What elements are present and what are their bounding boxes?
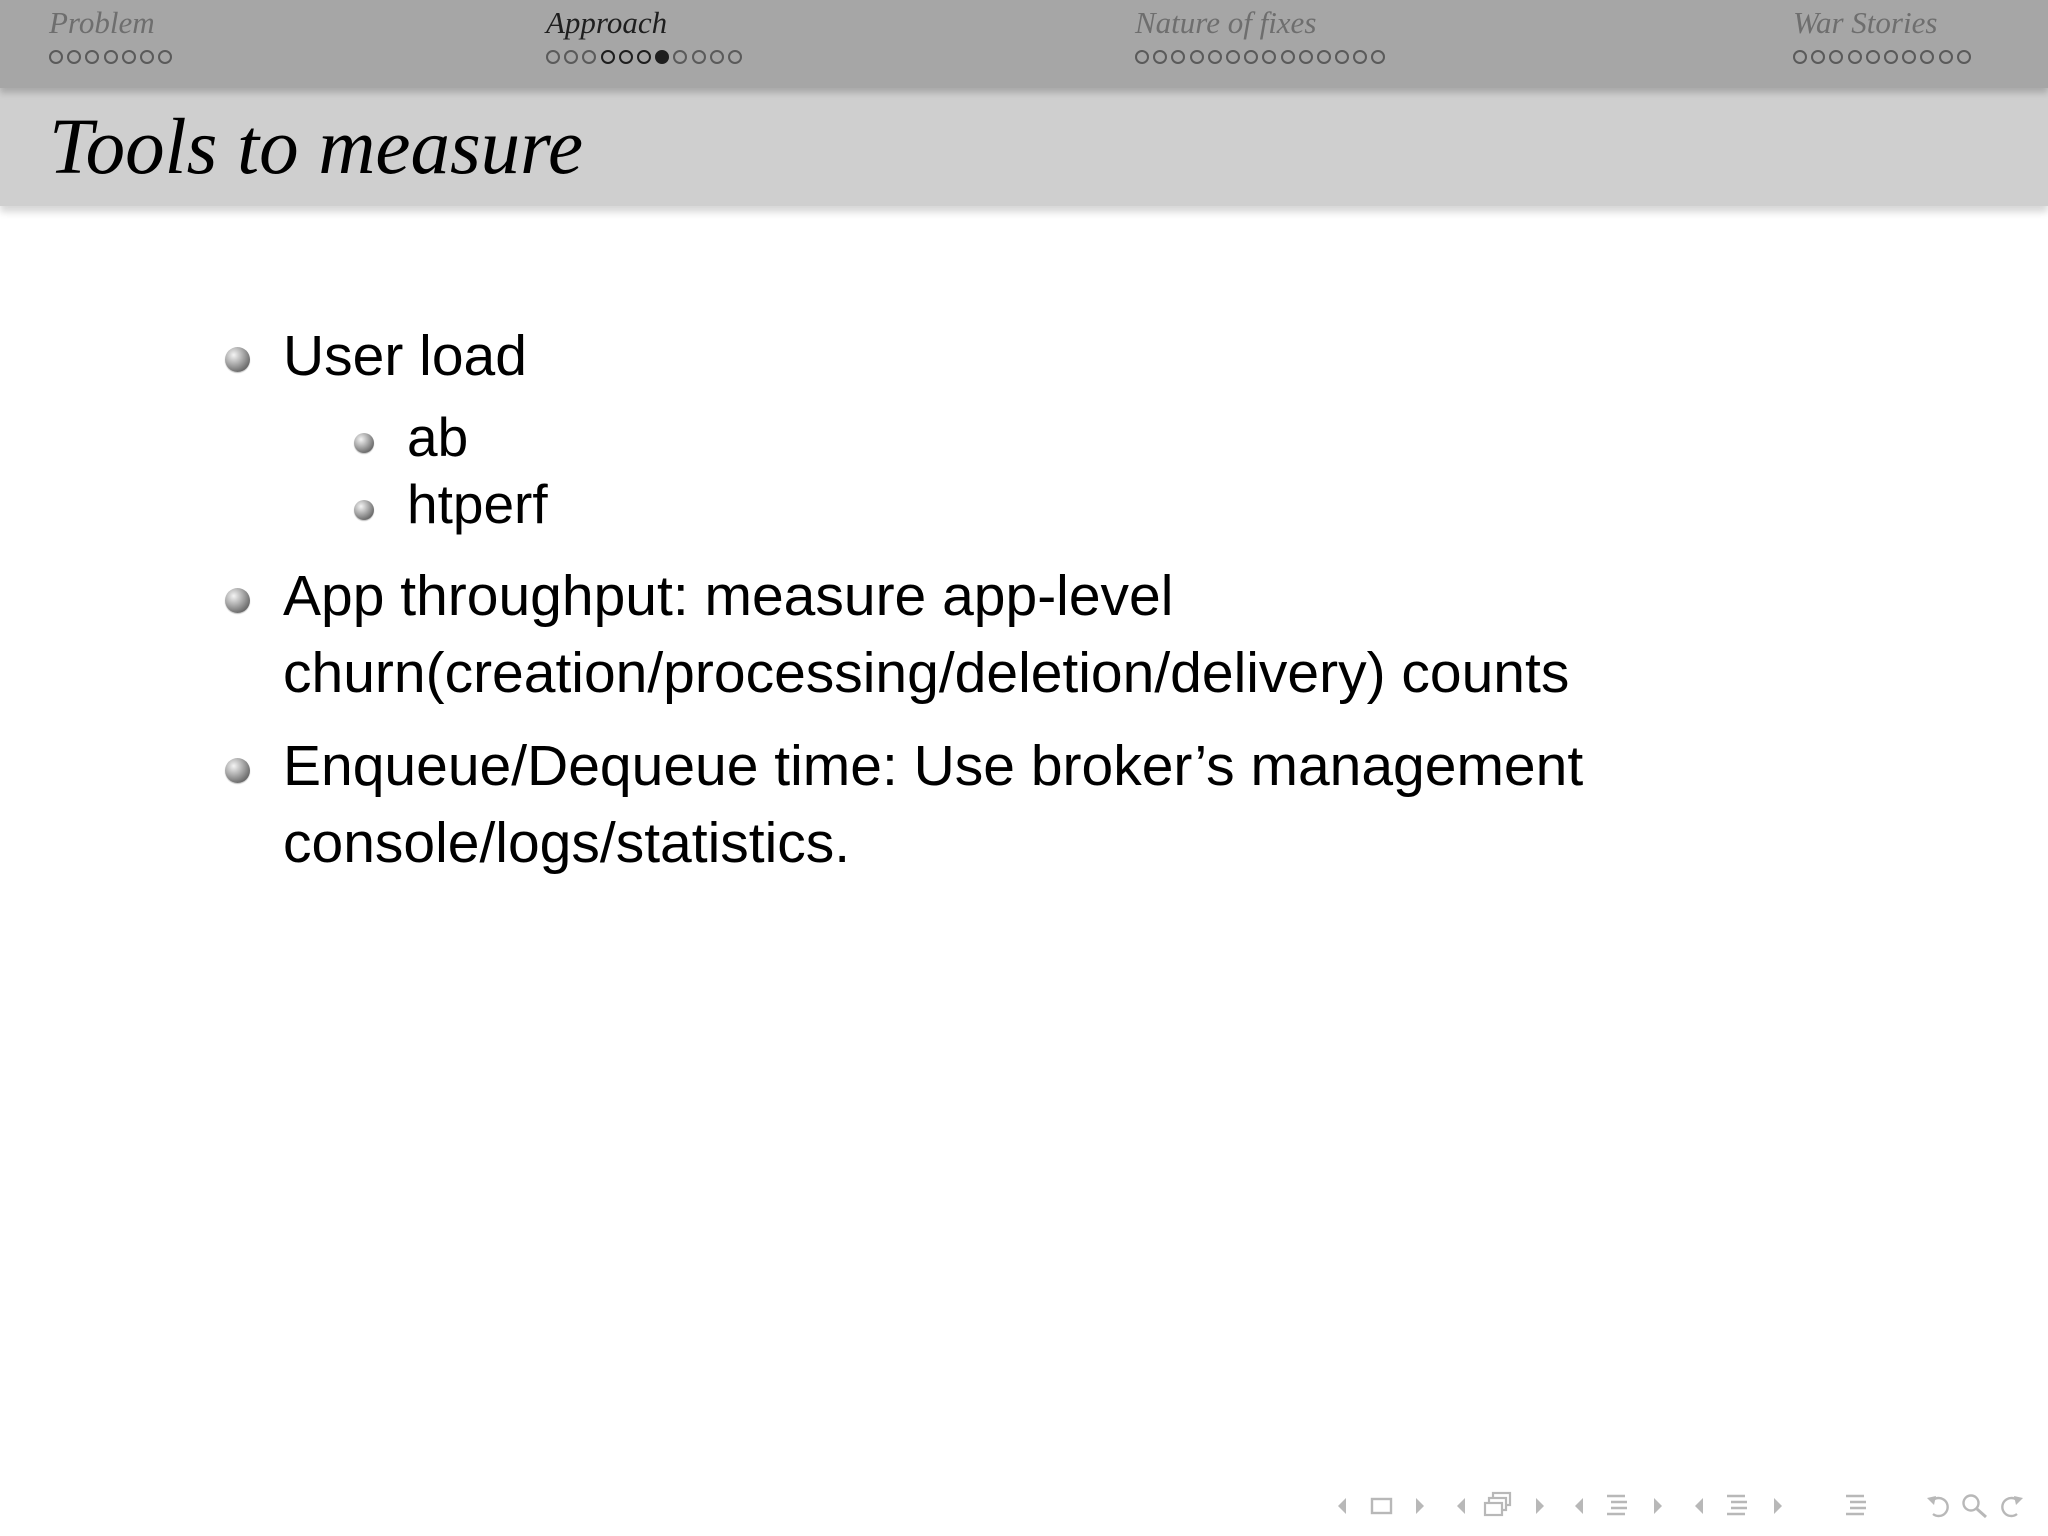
nav-frame-dot[interactable]: [67, 50, 81, 64]
list-item-continuation: console/logs/statistics.: [283, 811, 851, 875]
nav-frame-dot[interactable]: [601, 50, 615, 64]
arrow-right-icon[interactable]: [1534, 1489, 1546, 1523]
arrow-left-icon[interactable]: [1336, 1489, 1348, 1523]
section-icon[interactable]: [1725, 1489, 1749, 1523]
back-icon[interactable]: [1925, 1489, 1955, 1523]
nav-frame-dot[interactable]: [1317, 50, 1331, 64]
nav-frame-dot[interactable]: [140, 50, 154, 64]
nav-frame-dot[interactable]: [1171, 50, 1185, 64]
nav-frame-dot[interactable]: [104, 50, 118, 64]
nav-frame-dot[interactable]: [1335, 50, 1349, 64]
nav-frame-dot[interactable]: [692, 50, 706, 64]
bullet-icon: [225, 758, 250, 783]
nav-frame-dot[interactable]: [546, 50, 560, 64]
nav-section-dots: [1793, 48, 1975, 66]
nav-section-approach[interactable]: [546, 4, 746, 66]
arrow-left-icon[interactable]: [1455, 1489, 1467, 1523]
sub-list-item: htperf: [407, 473, 548, 535]
nav-section-dots: [49, 48, 176, 66]
nav-frame-dot[interactable]: [582, 50, 596, 64]
nav-frame-dot[interactable]: [1190, 50, 1204, 64]
nav-section-label[interactable]: War Stories: [1793, 5, 1938, 40]
nav-frame-dot[interactable]: [655, 50, 669, 64]
nav-frame-dot[interactable]: [1244, 50, 1258, 64]
nav-section-label[interactable]: Approach: [546, 5, 668, 40]
bullet-icon: [225, 347, 250, 372]
nav-frame-dot[interactable]: [1281, 50, 1295, 64]
nav-frame-dot[interactable]: [619, 50, 633, 64]
nav-frame-dot[interactable]: [122, 50, 136, 64]
nav-frame-dot[interactable]: [564, 50, 578, 64]
sub-bullet-icon: [354, 433, 374, 453]
slide-title: Tools to measure: [49, 104, 584, 191]
frame-icon[interactable]: [1370, 1489, 1394, 1523]
sub-bullet-icon: [354, 500, 374, 520]
nav-section-dots: [546, 48, 746, 66]
nav-section-problem[interactable]: [49, 4, 176, 66]
list-item: Enqueue/Dequeue time: Use broker’s management: [283, 734, 1584, 798]
nav-section-war-stories[interactable]: [1793, 4, 1975, 66]
presentation-navigation-controls: [0, 1489, 2048, 1523]
arrow-left-icon[interactable]: [1693, 1489, 1705, 1523]
bullet-icon: [225, 588, 250, 613]
nav-frame-dot[interactable]: [1353, 50, 1367, 64]
nav-frame-dot[interactable]: [1920, 50, 1934, 64]
arrow-right-icon[interactable]: [1652, 1489, 1664, 1523]
nav-frame-dot[interactable]: [1371, 50, 1385, 64]
nav-frame-dot[interactable]: [1829, 50, 1843, 64]
nav-frame-dot[interactable]: [1866, 50, 1880, 64]
nav-frame-dot[interactable]: [1262, 50, 1276, 64]
nav-frame-dot[interactable]: [1957, 50, 1971, 64]
forward-icon[interactable]: [1995, 1489, 2025, 1523]
nav-frame-dot[interactable]: [728, 50, 742, 64]
nav-frame-dot[interactable]: [710, 50, 724, 64]
section-icon[interactable]: [1605, 1489, 1629, 1523]
outline-icon[interactable]: [1844, 1489, 1868, 1523]
nav-section-label[interactable]: Problem: [49, 5, 155, 40]
nav-section-dots: [1135, 48, 1390, 66]
nav-frame-dot[interactable]: [637, 50, 651, 64]
arrow-right-icon[interactable]: [1772, 1489, 1784, 1523]
nav-frame-dot[interactable]: [1135, 50, 1149, 64]
arrow-left-icon[interactable]: [1573, 1489, 1585, 1523]
subsection-icon[interactable]: [1482, 1489, 1514, 1523]
nav-frame-dot[interactable]: [1902, 50, 1916, 64]
nav-frame-dot[interactable]: [1793, 50, 1807, 64]
list-item: App throughput: measure app-level: [283, 564, 1174, 628]
list-item-continuation: churn(creation/processing/deletion/delivery) counts: [283, 641, 1570, 705]
nav-frame-dot[interactable]: [158, 50, 172, 64]
nav-section-label[interactable]: Nature of fixes: [1135, 5, 1317, 40]
nav-frame-dot[interactable]: [1811, 50, 1825, 64]
nav-frame-dot[interactable]: [1299, 50, 1313, 64]
title-bar: [0, 88, 2048, 206]
search-icon[interactable]: [1960, 1489, 1990, 1523]
nav-frame-dot[interactable]: [1939, 50, 1953, 64]
sub-list-item: ab: [407, 406, 469, 468]
nav-frame-dot[interactable]: [1884, 50, 1898, 64]
nav-frame-dot[interactable]: [49, 50, 63, 64]
nav-section-nature-of-fixes[interactable]: [1135, 4, 1390, 66]
nav-frame-dot[interactable]: [1226, 50, 1240, 64]
nav-frame-dot[interactable]: [85, 50, 99, 64]
nav-frame-dot[interactable]: [1848, 50, 1862, 64]
nav-frame-dot[interactable]: [1153, 50, 1167, 64]
arrow-right-icon[interactable]: [1414, 1489, 1426, 1523]
list-item: User load: [283, 324, 527, 388]
nav-frame-dot[interactable]: [673, 50, 687, 64]
section-navigation-bar: [0, 0, 2048, 88]
nav-frame-dot[interactable]: [1208, 50, 1222, 64]
